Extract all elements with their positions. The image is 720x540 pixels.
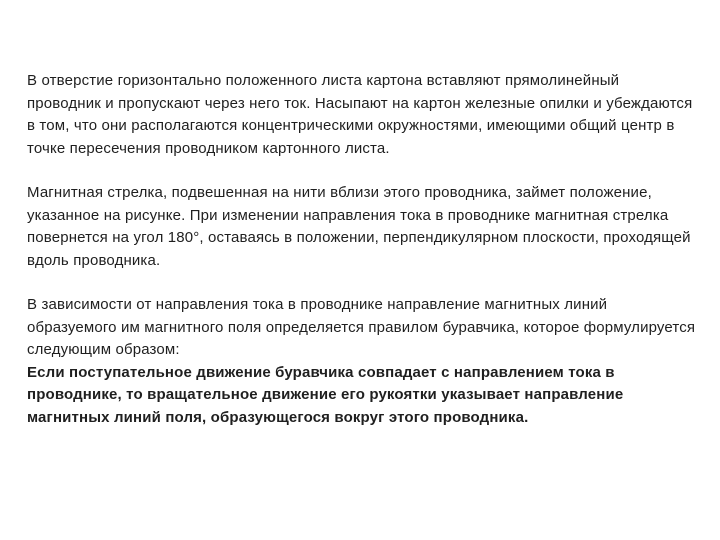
gimlet-rule-statement: Если поступательное движение буравчика совпадает с направлением тока в проводнике, то вращательное движение его рукоятки указывает направление магнитных линий поля, образующегося вокруг этого проводника. — [27, 363, 624, 426]
gimlet-rule-intro: В зависимости от направления тока в проводнике направление магнитных линий образуемого им магнитного поля определяется правилом буравчика, которое формулируется следующим образом: — [27, 296, 696, 358]
paragraph-magnetic-needle: Магнитная стрелка, подвешенная на нити вблизи этого проводника, займет положение, указанное на рисунке. При изменении направления тока в проводнике магнитная стрелка повернется на угол 180°, оставаясь в положении, перпендикулярном плоскости, проходящей вдоль проводника. — [27, 184, 691, 269]
slide-text-body — [27, 70, 697, 429]
paragraph-gimlet-rule — [27, 294, 697, 429]
paragraph-experiment-description: В отверстие горизонтально положенного листа картона вставляют прямолинейный проводник и пропускают через него ток. Насыпают на картон железные опилки и убеждаются в том, что они располагаются концентрическими окружностями, имеющими общий центр в точке пересечения проводником картонного листа. — [27, 72, 693, 157]
